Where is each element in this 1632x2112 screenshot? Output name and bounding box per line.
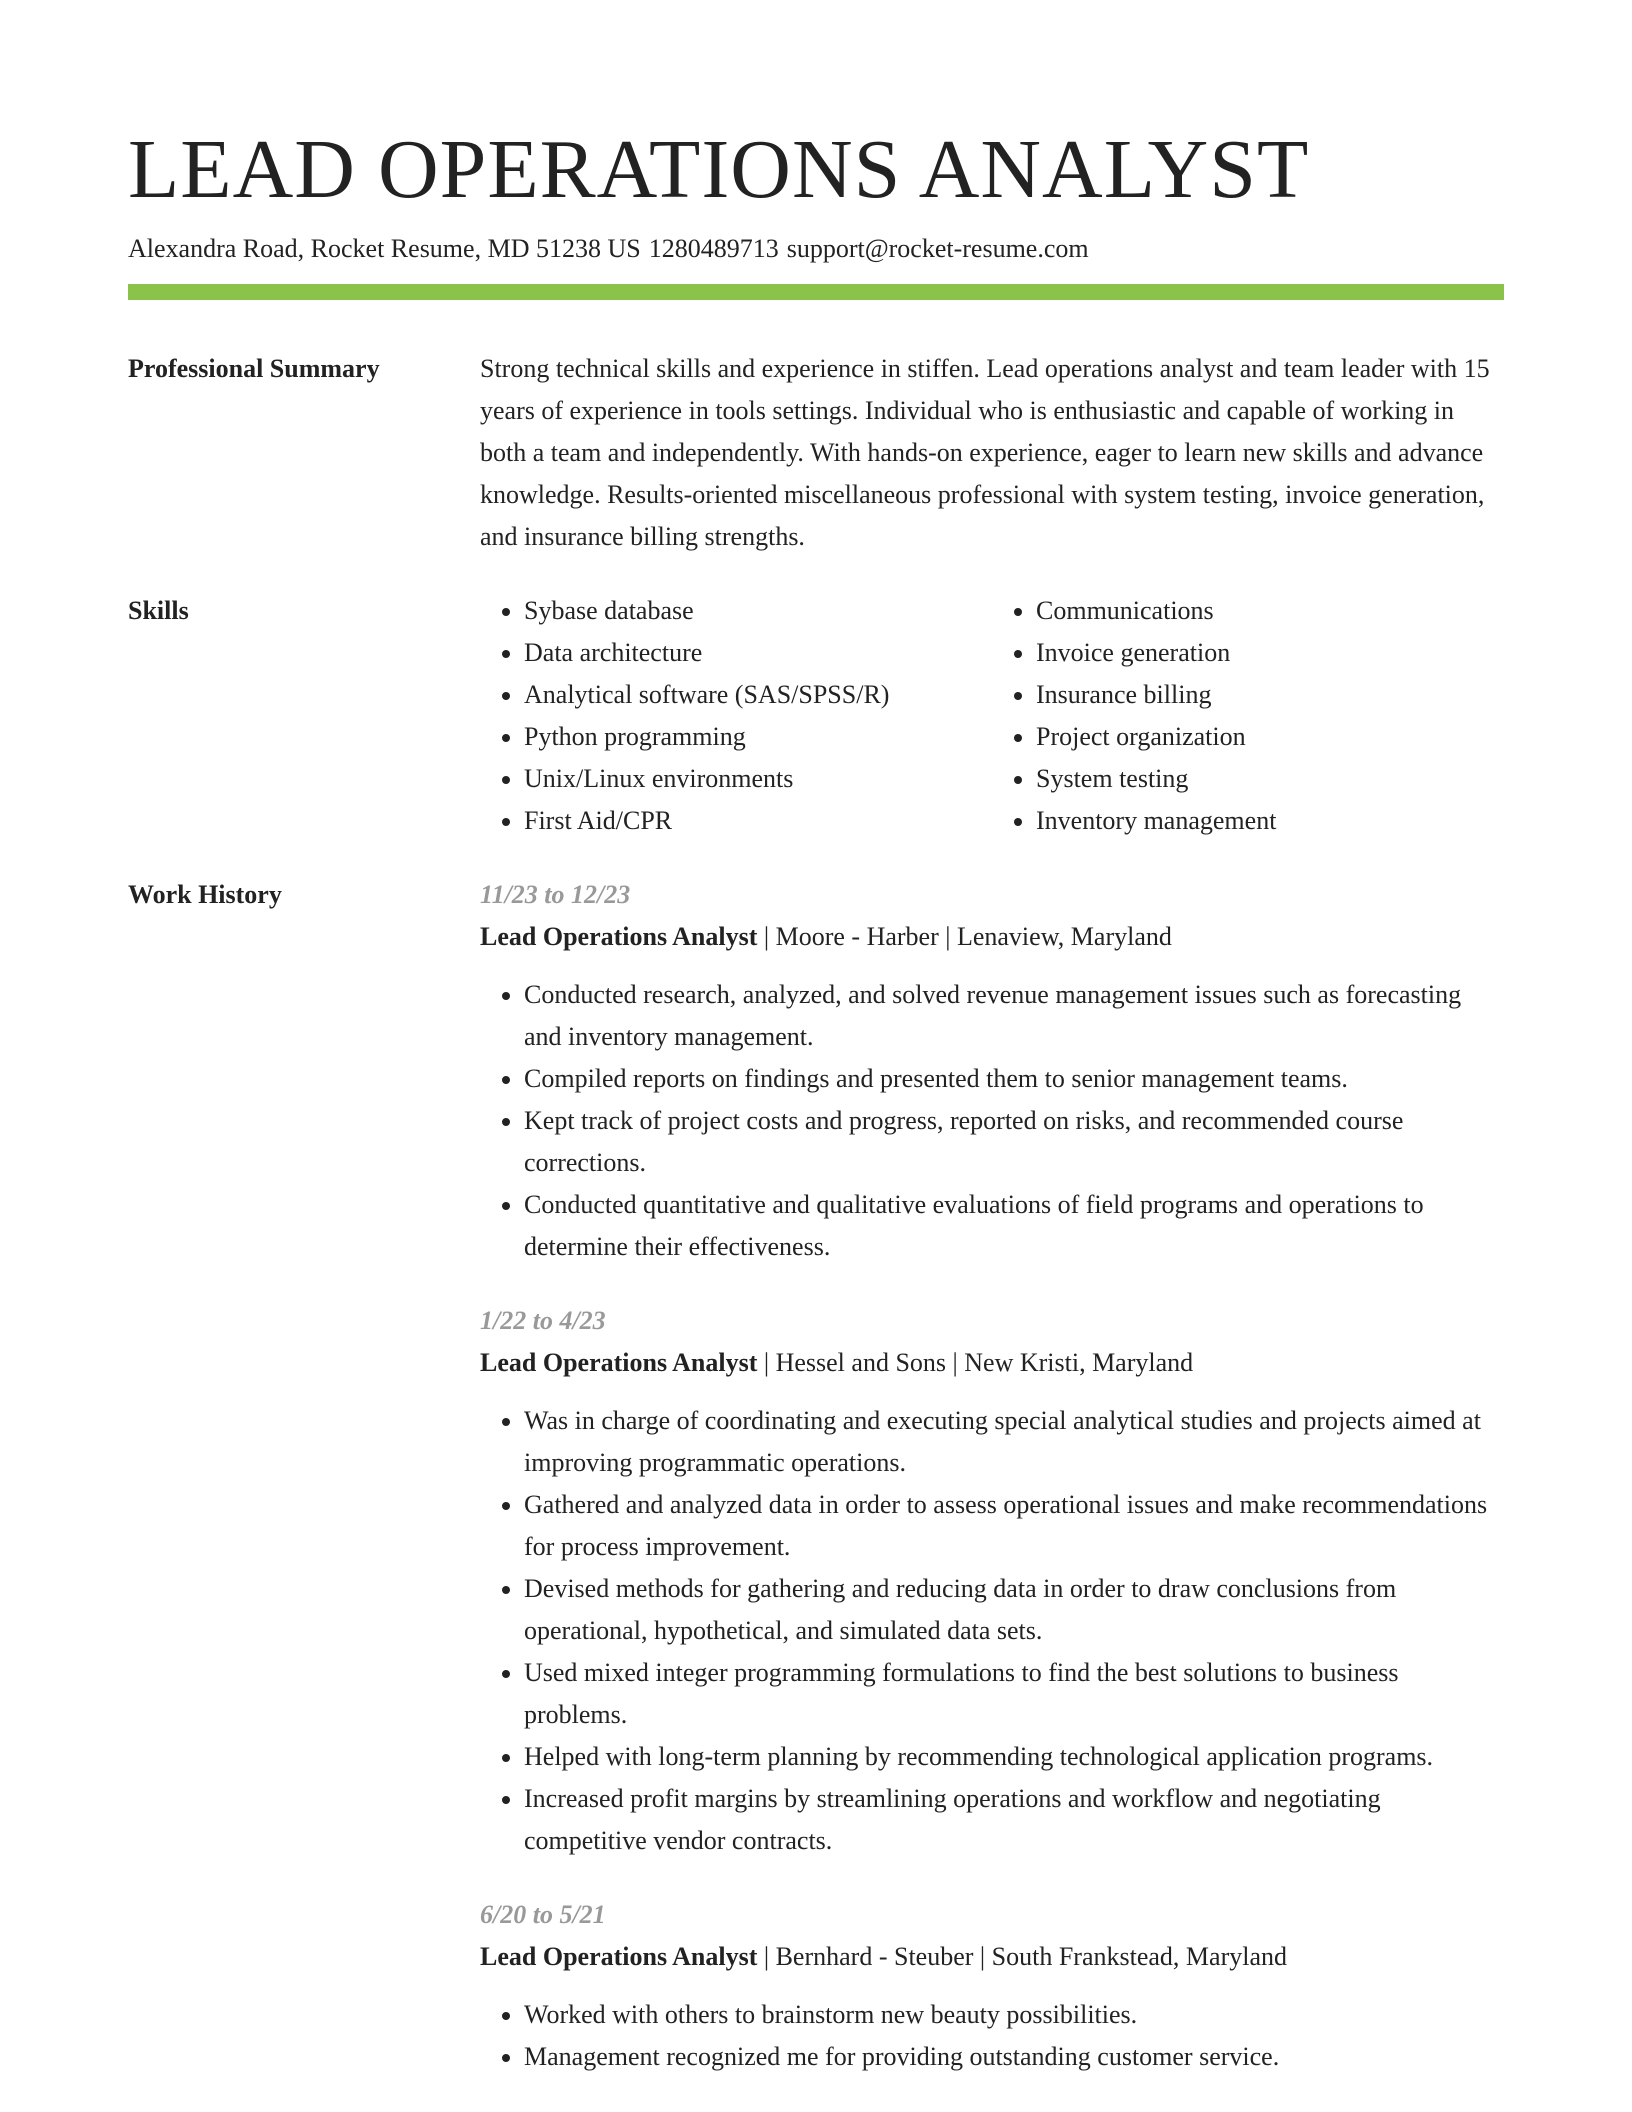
resume-name-heading: LEAD OPERATIONS ANALYST: [128, 123, 1310, 216]
job-header: [480, 1936, 1504, 1978]
job-bullet: • Helped with long-term planning by recommending technological application programs.: [524, 1736, 1504, 1778]
job-bullet: • Management recognized me for providing outstanding customer service.: [524, 2036, 1504, 2078]
job-separator: |: [979, 1942, 986, 1971]
job-entry: [480, 1894, 1504, 2078]
job-title: Lead Operations Analyst: [480, 922, 758, 951]
job-bullet: • Used mixed integer programming formulations to find the best solutions to business problems.: [524, 1652, 1504, 1736]
job-bullet: • Worked with others to brainstorm new beauty possibilities.: [524, 1994, 1504, 2036]
job-company: Bernhard - Steuber: [775, 1942, 974, 1971]
job-title: Lead Operations Analyst: [480, 1942, 758, 1971]
job-company: Hessel and Sons: [775, 1348, 947, 1377]
job-dates: 1/22 to 4/23: [480, 1306, 606, 1335]
job-bullet: • Compiled reports on findings and presented them to senior management teams.: [524, 1058, 1504, 1100]
job-separator: |: [952, 1348, 958, 1377]
work-history-section: [128, 874, 1504, 2110]
contact-address: Alexandra Road, Rocket Resume, MD 51238 US: [128, 234, 641, 263]
job-title: Lead Operations Analyst: [480, 1348, 758, 1377]
work-history-body: [480, 874, 1504, 2110]
job-dates: 6/20 to 5/21: [480, 1900, 606, 1929]
skill-item: • Analytical software (SAS/SPSS/R): [524, 674, 992, 716]
job-bullets: [480, 974, 1504, 1268]
job-separator: |: [763, 922, 770, 951]
job-header: [480, 1342, 1504, 1384]
job-separator: |: [763, 1942, 770, 1971]
job-company: Moore - Harber: [775, 922, 939, 951]
job-bullets: [480, 1994, 1504, 2078]
job-location: New Kristi, Maryland: [964, 1348, 1194, 1377]
job-bullet: • Conducted research, analyzed, and solved revenue management issues such as forecasting and inventory management.: [524, 974, 1504, 1058]
skill-item: • Python programming: [524, 716, 992, 758]
job-bullet: • Kept track of project costs and progress, reported on risks, and recommended course corrections.: [524, 1100, 1504, 1184]
job-separator: |: [763, 1348, 770, 1377]
job-bullet: • Was in charge of coordinating and executing special analytical studies and projects aimed at improving programmatic operations.: [524, 1400, 1504, 1484]
accent-divider: [128, 284, 1504, 300]
summary-text: Strong technical skills and experience in stiffen. Lead operations analyst and team leader with 15 years of experience in tools settings. Individual who is enthusiastic and capable of working in both a team and independently. With hands-on experience, eager to learn new skills and advance knowledge. Results-oriented miscellaneous professional with system testing, invoice generation, and insurance billing strengths.: [480, 354, 1490, 551]
skill-item: • Sybase database: [524, 590, 992, 632]
skills-columns: [480, 590, 1504, 842]
job-bullet: • Devised methods for gathering and reducing data in order to draw conclusions from operational, hypothetical, and simulated data sets.: [524, 1568, 1504, 1652]
work-history-section-title: Work History: [128, 880, 282, 909]
job-bullet: • Conducted quantitative and qualitative evaluations of field programs and operations to determine their effectiveness.: [524, 1184, 1504, 1268]
skill-item: • First Aid/CPR: [524, 800, 992, 842]
skill-item: • Project organization: [1036, 716, 1504, 758]
job-bullets: [480, 1400, 1504, 1862]
skill-item: • Inventory management: [1036, 800, 1504, 842]
job-entry: [480, 874, 1504, 1268]
skill-item: • Invoice generation: [1036, 632, 1504, 674]
skills-section-title: Skills: [128, 596, 189, 625]
job-dates: 11/23 to 12/23: [480, 880, 631, 909]
skill-item: • Data architecture: [524, 632, 992, 674]
skill-item: • Insurance billing: [1036, 674, 1504, 716]
skills-section: [128, 590, 1504, 842]
contact-phone: 1280489713: [648, 234, 779, 263]
job-bullet: • Increased profit margins by streamlining operations and workflow and negotiating competitive vendor contracts.: [524, 1778, 1504, 1862]
job-entry: [480, 1300, 1504, 1862]
job-header: [480, 916, 1504, 958]
job-separator: |: [945, 922, 951, 951]
job-location: South Frankstead, Maryland: [991, 1942, 1287, 1971]
contact-email: support@rocket-resume.com: [786, 234, 1089, 263]
summary-section: [128, 348, 1504, 558]
summary-section-title: Professional Summary: [128, 354, 380, 383]
resume-page: [128, 0, 1504, 2110]
job-bullet: • Gathered and analyzed data in order to assess operational issues and make recommendations for process improvement.: [524, 1484, 1504, 1568]
skill-item: • Communications: [1036, 590, 1504, 632]
skills-list-left: [480, 590, 992, 842]
skill-item: • Unix/Linux environments: [524, 758, 992, 800]
job-location: Lenaview, Maryland: [956, 922, 1172, 951]
skills-list-right: [992, 590, 1504, 842]
skill-item: • System testing: [1036, 758, 1504, 800]
contact-line: [128, 232, 1504, 266]
